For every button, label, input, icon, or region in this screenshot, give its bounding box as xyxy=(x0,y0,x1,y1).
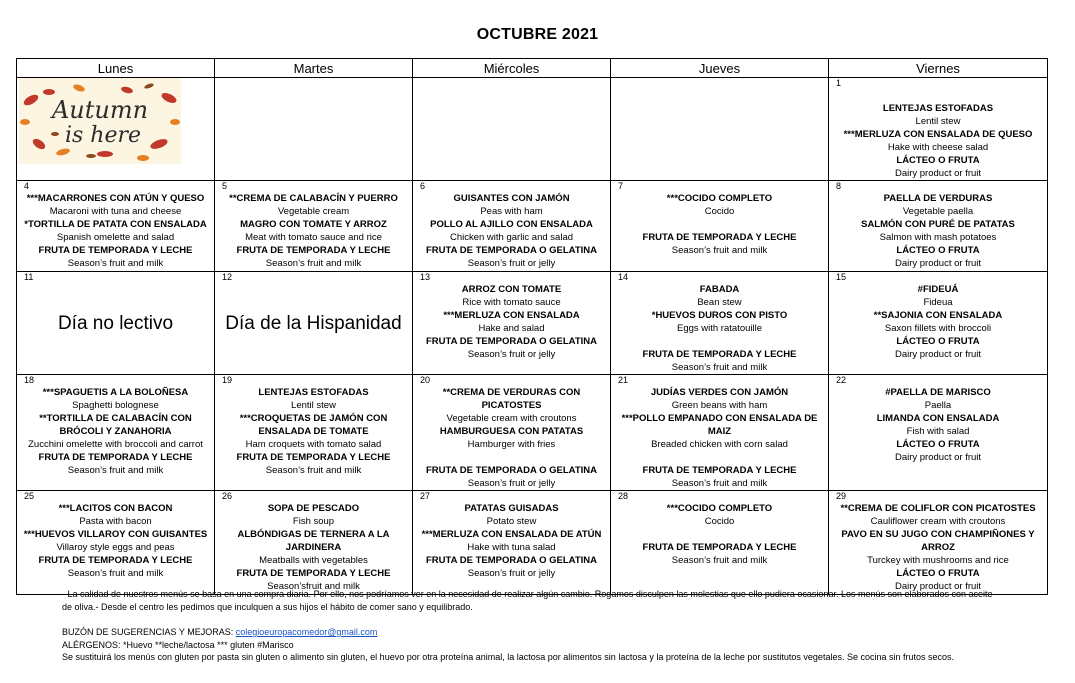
holiday-label: Día no lectivo xyxy=(57,313,174,334)
weekday-header: Viernes xyxy=(829,59,1048,78)
dish-name: FRUTA DE TEMPORADA Y LECHE xyxy=(642,349,797,360)
dish-name: JARDINERA xyxy=(285,542,342,553)
dish-name: JUDÍAS VERDES CON JAMÓN xyxy=(650,387,789,398)
dish-name: ***COCIDO COMPLETO xyxy=(666,503,773,514)
dish-name: ***MERLUZA CON ENSALADA xyxy=(443,310,580,321)
dish-translation: Ham croquets with tomato salad xyxy=(245,439,382,450)
dish-translation: Chicken with garlic and salad xyxy=(449,232,574,243)
day-number: 14 xyxy=(618,272,629,282)
day-number: 13 xyxy=(420,272,431,282)
page-title: OCTUBRE 2021 xyxy=(476,26,599,43)
dish-translation: Hamburger with fries xyxy=(467,439,556,450)
day-cell xyxy=(829,375,1048,491)
day-cell xyxy=(215,272,413,375)
dish-name: ***COCIDO COMPLETO xyxy=(666,193,773,204)
dish-name: FRUTA DE TEMPORADA Y LECHE xyxy=(642,542,797,553)
week-row xyxy=(17,78,1048,181)
substitution-line: Se sustituirá los menús con gluten por pasta sin gluten o alimento sin gluten, el huevo por otra proteína animal, la lactosa por alimentos sin lactosa y la proteína de la leche por sustitutos vegetales. Se cocina sin frutos secos. xyxy=(62,652,955,662)
dish-translation: Season’s fruit or jelly xyxy=(467,349,556,360)
dish-translation: Breaded chicken with corn salad xyxy=(651,439,788,450)
dish-name: FRUTA DE TEMPORADA Y LECHE xyxy=(38,452,193,463)
dish-name: ***CROQUETAS DE JAMÓN CON xyxy=(239,413,388,424)
dish-name: HAMBURGUESA CON PATATAS xyxy=(439,426,584,437)
weekday-header: Jueves xyxy=(611,59,829,78)
dish-name: FRUTA DE TEMPORADA O GELATINA xyxy=(426,245,597,256)
holiday-label: Día de la Hispanidad xyxy=(225,313,402,334)
dish-name: LÁCTEO O FRUTA xyxy=(896,568,980,579)
day-number: 28 xyxy=(618,491,629,501)
logo-text-line: is here xyxy=(64,123,142,148)
day-number: 27 xyxy=(420,491,431,501)
logo-text-line: Autumn xyxy=(51,96,149,124)
day-cell xyxy=(215,375,413,491)
dish-translation xyxy=(611,218,828,231)
dish-translation xyxy=(829,89,1047,102)
day-number: 7 xyxy=(618,181,624,191)
day-number: 8 xyxy=(836,181,842,191)
dish-translation: Cocido xyxy=(704,516,735,527)
dish-name: PAELLA DE VERDURAS xyxy=(883,193,993,204)
weekday-header: Miércoles xyxy=(413,59,611,78)
menu-calendar xyxy=(16,58,1048,595)
dish-name: ***SPAGUETIS A LA BOLOÑESA xyxy=(42,387,189,398)
dish-name: FRUTA DE TEMPORADA Y LECHE xyxy=(38,245,193,256)
day-number: 12 xyxy=(222,272,233,282)
dish-translation: Season’s fruit or jelly xyxy=(467,568,556,579)
dish-name: *HUEVOS DUROS CON PISTO xyxy=(651,310,788,321)
day-cell xyxy=(611,375,829,491)
dish-name: **SAJONIA CON ENSALADA xyxy=(873,310,1003,321)
dish-translation xyxy=(611,335,828,348)
dish-name: FRUTA DE TEMPORADA Y LECHE xyxy=(236,568,391,579)
dish-translation: Hake and salad xyxy=(478,323,545,334)
dish-name: LÁCTEO O FRUTA xyxy=(896,155,980,166)
day-number: 19 xyxy=(222,375,233,385)
dish-name: FRUTA DE TEMPORADA O GELATINA xyxy=(426,336,597,347)
day-number: 11 xyxy=(24,272,34,282)
dish-name: SOPA DE PESCADO xyxy=(267,503,360,514)
day-cell xyxy=(829,272,1048,375)
dish-name: MAGRO CON TOMATE Y ARROZ xyxy=(240,219,387,230)
week-row xyxy=(17,491,1048,595)
dish-translation: Turckey with mushrooms and rice xyxy=(867,555,1009,566)
dish-name: **CREMA DE CALABACÍN Y PUERRO xyxy=(229,193,398,204)
day-cell xyxy=(17,375,215,491)
day-cell xyxy=(413,272,611,375)
dish-translation: Season’s fruit and milk xyxy=(265,258,362,269)
day-number: 5 xyxy=(222,181,228,191)
day-cell xyxy=(829,181,1048,272)
dish-name: POLLO AL AJILLO CON ENSALADA xyxy=(430,219,593,230)
dish-translation: Vegetable cream with croutons xyxy=(446,413,577,424)
dish-translation: Dairy product or fruit xyxy=(894,452,982,463)
day-cell xyxy=(829,491,1048,595)
dish-translation: Meat with tomato sauce and rice xyxy=(245,232,382,243)
dish-translation xyxy=(611,528,828,541)
dish-translation: Cauliflower cream with croutons xyxy=(870,516,1006,527)
dish-name: **TORTILLA DE CALABACÍN CON xyxy=(39,413,192,424)
day-cell xyxy=(829,78,1048,181)
day-cell xyxy=(413,375,611,491)
week-row xyxy=(17,181,1048,272)
suggestions-label: BUZÓN DE SUGERENCIAS Y MEJORAS: xyxy=(62,627,236,637)
week-row xyxy=(17,272,1048,375)
autumn-is-here-image xyxy=(19,78,181,164)
dish-name: LENTEJAS ESTOFADAS xyxy=(882,103,994,114)
dish-translation: Dairy product or fruit xyxy=(894,349,982,360)
dish-translation: Spaghetti bolognese xyxy=(72,400,159,411)
dish-name: GUISANTES CON JAMÓN xyxy=(453,193,570,204)
dish-translation: Dairy product or fruit xyxy=(894,168,982,179)
dish-name: PAVO EN SU JUGO CON CHAMPIÑONES Y xyxy=(841,529,1035,540)
dish-name: FRUTA DE TEMPORADA Y LECHE xyxy=(236,452,391,463)
dish-name: FRUTA DE TEMPORADA Y LECHE xyxy=(642,232,797,243)
dish-name: LÁCTEO O FRUTA xyxy=(896,245,980,256)
dish-translation: Dairy product or fruit xyxy=(894,581,982,592)
dish-translation: Villaroy style eggs and peas xyxy=(56,542,175,553)
dish-translation xyxy=(611,451,828,464)
dish-translation: Season’s fruit and milk xyxy=(67,465,164,476)
dish-name: MAIZ xyxy=(707,426,732,437)
dish-translation: Hake with tuna salad xyxy=(467,542,556,553)
dish-translation: Season’s fruit and milk xyxy=(671,245,768,256)
day-number: 6 xyxy=(420,181,426,191)
dish-translation: Season’s fruit and milk xyxy=(671,555,768,566)
dish-translation: Potato stew xyxy=(486,516,537,527)
dish-translation: Lentil stew xyxy=(915,116,961,127)
dish-translation: Vegetable paella xyxy=(902,206,974,217)
day-number: 29 xyxy=(836,491,847,501)
day-number: 26 xyxy=(222,491,233,501)
dish-translation: Fideua xyxy=(923,297,953,308)
day-cell xyxy=(17,491,215,595)
dish-translation: Salmon with mash potatoes xyxy=(879,232,997,243)
dish-name: FRUTA DE TEMPORADA Y LECHE xyxy=(642,465,797,476)
dish-name: PICATOSTES xyxy=(481,400,542,411)
day-number: 21 xyxy=(618,375,629,385)
dish-name: LÁCTEO O FRUTA xyxy=(896,439,980,450)
suggestions-line xyxy=(62,626,1052,639)
day-cell xyxy=(413,491,611,595)
dish-translation: Fish soup xyxy=(292,516,335,527)
dish-name: ARROZ xyxy=(921,542,955,553)
dish-translation: Hake with cheese salad xyxy=(887,142,989,153)
dish-name: ***MACARRONES CON ATÚN Y QUESO xyxy=(26,193,205,204)
dish-name: FRUTA DE TEMPORADA O GELATINA xyxy=(426,465,597,476)
weekday-header: Lunes xyxy=(17,59,215,78)
week-row xyxy=(17,375,1048,491)
dish-translation: Macaroni with tuna and cheese xyxy=(49,206,182,217)
day-number: 4 xyxy=(24,181,30,191)
dish-name: ***MERLUZA CON ENSALADA DE QUESO xyxy=(843,129,1033,140)
day-cell xyxy=(17,272,215,375)
dish-name: ***MERLUZA CON ENSALADA DE ATÚN xyxy=(421,529,602,540)
dish-name: ARROZ CON TOMATE xyxy=(461,284,562,295)
day-cell xyxy=(17,181,215,272)
dish-name: #PAELLA DE MARISCO xyxy=(885,387,991,398)
dish-translation: Cocido xyxy=(704,206,735,217)
weekday-header: Martes xyxy=(215,59,413,78)
dish-translation: Vegetable cream xyxy=(277,206,350,217)
dish-translation: Season’s fruit or jelly xyxy=(467,478,556,489)
dish-name: #FIDEUÁ xyxy=(917,284,959,295)
dish-translation: Rice with tomato sauce xyxy=(462,297,561,308)
note-line: de oliva.- Desde el centro les pedimos que incul​quen a sus hijos el hábito de comer sano y equilibrado. xyxy=(62,601,473,612)
dish-translation: Season’s fruit and milk xyxy=(67,258,164,269)
dish-name: ENSALADA DE TOMATE xyxy=(258,426,369,437)
email-link[interactable]: colegioeuropacomedor@gmail.com xyxy=(235,627,378,637)
dish-name: SALMÓN CON PURÉ DE PATATAS xyxy=(861,219,1015,230)
dish-translation: Peas with ham xyxy=(480,206,543,217)
day-number: 25 xyxy=(24,491,35,501)
dish-translation: Lentil stew xyxy=(291,400,336,411)
dish-translation: Meatballs with vegetables xyxy=(259,555,368,566)
dish-translation: Season’sfruit and milk xyxy=(267,581,360,592)
dish-translation: Pasta with bacon xyxy=(79,516,152,527)
dish-translation: Season’s fruit and milk xyxy=(671,478,768,489)
dish-name: **CREMA DE COLIFLOR CON PICATOSTES xyxy=(840,503,1036,514)
note-line: - La calidad de nuestros menús se basa en una compra diaria. Por ello, nos podríamos ver en la necesidad de realizar algún cambio. Rogamos disculpen las molestias que ello pudiera ocasionar. Los menús son elaborados con aceite xyxy=(62,589,993,599)
day-cell xyxy=(17,78,215,181)
dish-translation: Season’s fruit and milk xyxy=(671,362,768,373)
dish-translation: Dairy product or fruit xyxy=(894,258,982,269)
day-cell xyxy=(215,181,413,272)
dish-name: FRUTA DE TEMPORADA O GELATINA xyxy=(426,555,597,566)
day-cell xyxy=(413,78,611,181)
dish-translation: Bean stew xyxy=(697,297,742,308)
dish-name: LÁCTEO O FRUTA xyxy=(896,336,980,347)
footer-notes xyxy=(62,588,1052,664)
day-cell xyxy=(413,181,611,272)
dish-name: PATATAS GUISADAS xyxy=(464,503,559,514)
day-cell xyxy=(611,491,829,595)
dish-name: FRUTA DE TEMPORADA Y LECHE xyxy=(38,555,193,566)
dish-name: LIMANDA CON ENSALADA xyxy=(876,413,1000,424)
day-number: 1 xyxy=(836,78,842,88)
day-cell xyxy=(215,78,413,181)
day-cell xyxy=(215,491,413,595)
dish-translation: Eggs with ratatouille xyxy=(676,323,763,334)
dish-name: ***POLLO EMPANADO CON ENSALADA DE xyxy=(621,413,818,424)
dish-name: ***HUEVOS VILLAROY CON GUISANTES xyxy=(23,529,208,540)
dish-name: **CREMA DE VERDURAS CON xyxy=(442,387,581,398)
allergens-line: ALÉRGENOS: *Huevo **leche/lactosa *** gluten #Marisco xyxy=(62,639,294,650)
dish-translation: Saxon fillets with broccoli xyxy=(884,323,992,334)
dish-name: *TORTILLA DE PATATA CON ENSALADA xyxy=(24,219,207,230)
dish-translation: Green beans with ham xyxy=(671,400,768,411)
dish-translation: Spanish omelette and salad xyxy=(56,232,175,243)
dish-name: ***LACITOS CON BACON xyxy=(58,503,173,514)
dish-name: FABADA xyxy=(699,284,740,295)
weekday-header-row xyxy=(17,59,1048,78)
day-number: 20 xyxy=(420,375,431,385)
dish-translation: Zucchini omelette with broccoli and carrot xyxy=(28,439,203,450)
dish-translation: Paella xyxy=(924,400,952,411)
day-number: 18 xyxy=(24,375,35,385)
dish-name: LENTEJAS ESTOFADAS xyxy=(258,387,369,398)
dish-name: FRUTA DE TEMPORADA Y LECHE xyxy=(236,245,391,256)
dish-name: ALBÓNDIGAS DE TERNERA A LA xyxy=(237,529,390,540)
dish-translation: Fish with salad xyxy=(906,426,970,437)
dish-translation: Season’s fruit or jelly xyxy=(467,258,556,269)
dish-name: BRÓCOLI Y ZANAHORIA xyxy=(59,426,172,437)
day-number: 15 xyxy=(836,272,847,282)
dish-translation: Season’s fruit and milk xyxy=(265,465,362,476)
day-cell xyxy=(611,78,829,181)
day-cell xyxy=(611,181,829,272)
day-cell xyxy=(611,272,829,375)
day-number: 22 xyxy=(836,375,847,385)
dish-translation xyxy=(413,451,610,464)
dish-translation: Season’s fruit and milk xyxy=(67,568,164,579)
